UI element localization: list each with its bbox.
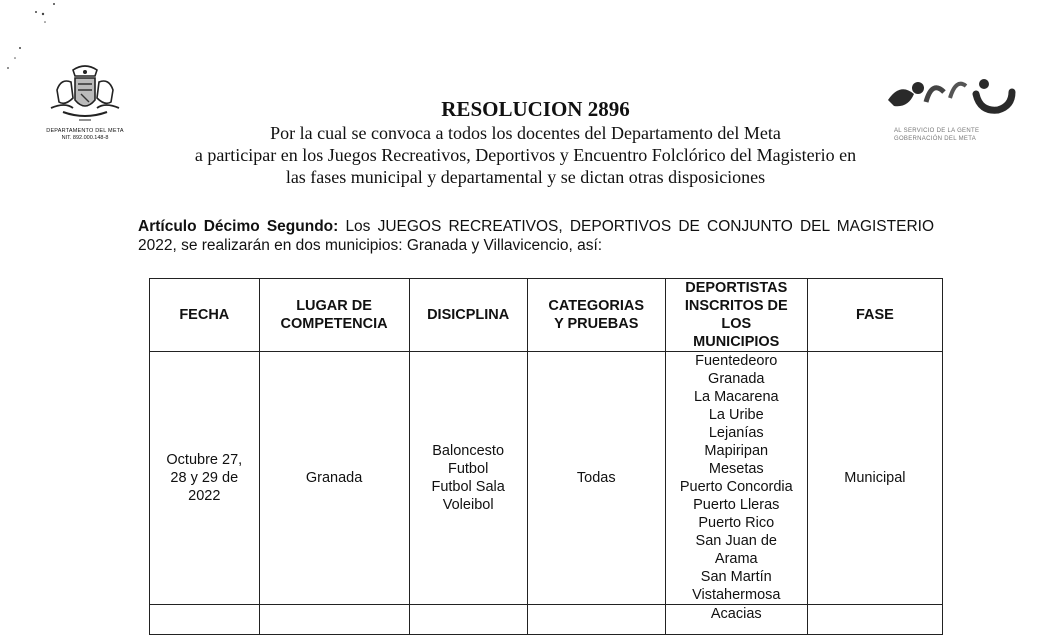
header-lugar-line: LUGAR DE xyxy=(296,298,372,314)
municipio-item: Vistahermosa xyxy=(692,587,781,603)
header-categorias-line: CATEGORIAS xyxy=(548,298,645,314)
disciplina-item: Futbol Sala xyxy=(431,479,505,495)
municipio-item: Puerto Concordia xyxy=(679,479,793,495)
table-row xyxy=(150,605,943,635)
resolution-title: RESOLUCION 2896 xyxy=(441,97,630,121)
fecha-line: 28 y 29 de xyxy=(170,470,239,486)
municipio-item: San Martín xyxy=(700,569,772,585)
table-row xyxy=(150,352,943,605)
municipio-item: Mapiripan xyxy=(704,443,769,459)
header-categorias xyxy=(527,279,665,352)
header-deportistas xyxy=(665,279,807,352)
municipio-item: Fuentedeoro xyxy=(695,353,778,369)
fecha-line: Octubre 27, xyxy=(166,452,243,468)
cell-municipios xyxy=(665,605,807,635)
cell-categorias: Todas xyxy=(527,352,665,605)
cell-empty xyxy=(527,605,665,635)
disciplina-item: Voleibol xyxy=(442,497,494,513)
header-lugar xyxy=(259,279,409,352)
header-fase: FASE xyxy=(807,279,942,352)
cell-lugar: Granada xyxy=(259,352,409,605)
competition-table xyxy=(149,278,943,635)
cell-empty xyxy=(150,605,260,635)
municipio-item: La Macarena xyxy=(693,389,779,405)
municipio-item: Mesetas xyxy=(708,461,764,477)
article-text: Los JUEGOS RECREATIVOS, DEPORTIVOS DE CONJUNTO DEL MAGISTERIO 2022, se realizarán en dos municipios: Granada y Villavicencio, así: xyxy=(138,218,935,254)
header-deportistas-line: DEPORTISTAS xyxy=(685,280,788,296)
table-header-row xyxy=(150,279,943,352)
disciplina-item: Futbol xyxy=(447,461,489,477)
municipio-item: Acacias xyxy=(710,606,762,622)
header-line-1: Por la cual se convoca a todos los docentes del Departamento del Meta xyxy=(270,123,781,143)
municipio-item: Arama xyxy=(714,551,758,567)
article-paragraph xyxy=(138,217,934,255)
header-fecha: FECHA xyxy=(150,279,260,352)
cell-fecha xyxy=(150,352,260,605)
cell-empty xyxy=(259,605,409,635)
seal-caption-nit: NIT. 892.000.148-8 xyxy=(61,135,109,141)
article-label: Artículo Décimo Segundo: xyxy=(138,218,339,235)
header-deportistas-line: LOS xyxy=(721,316,752,332)
header-disciplina: DISICPLINA xyxy=(409,279,527,352)
header-line-3: las fases municipal y departamental y se dictan otras disposiciones xyxy=(285,167,766,187)
municipio-item: Puerto Rico xyxy=(698,515,775,531)
header-lugar-line: COMPETENCIA xyxy=(280,316,388,332)
logo-caption-slogan: AL SERVICIO DE LA GENTE xyxy=(894,128,980,134)
header-categorias-line: Y PRUEBAS xyxy=(554,316,639,332)
municipio-item: Puerto Lleras xyxy=(693,497,780,513)
resolution-header xyxy=(0,96,1051,188)
cell-empty xyxy=(807,605,942,635)
header-deportistas-line: MUNICIPIOS xyxy=(693,334,780,350)
header-deportistas-line: INSCRITOS DE xyxy=(684,298,788,314)
cell-empty xyxy=(409,605,527,635)
cell-disciplinas xyxy=(409,352,527,605)
disciplina-item: Baloncesto xyxy=(432,443,505,459)
municipio-item: San Juan de xyxy=(695,533,777,549)
municipio-item: La Uribe xyxy=(708,407,764,423)
logo-caption-government: GOBERNACIÓN DEL META xyxy=(894,136,977,142)
fecha-line: 2022 xyxy=(188,488,221,504)
municipio-item: Lejanías xyxy=(708,425,764,441)
cell-municipios xyxy=(665,352,807,605)
cell-fase: Municipal xyxy=(807,352,942,605)
municipio-item: Granada xyxy=(708,371,765,387)
seal-caption-department: DEPARTAMENTO DEL META xyxy=(46,128,124,134)
header-line-2: a participar en los Juegos Recreativos, Deportivos y Encuentro Folclórico del Magisterio en xyxy=(194,145,857,165)
